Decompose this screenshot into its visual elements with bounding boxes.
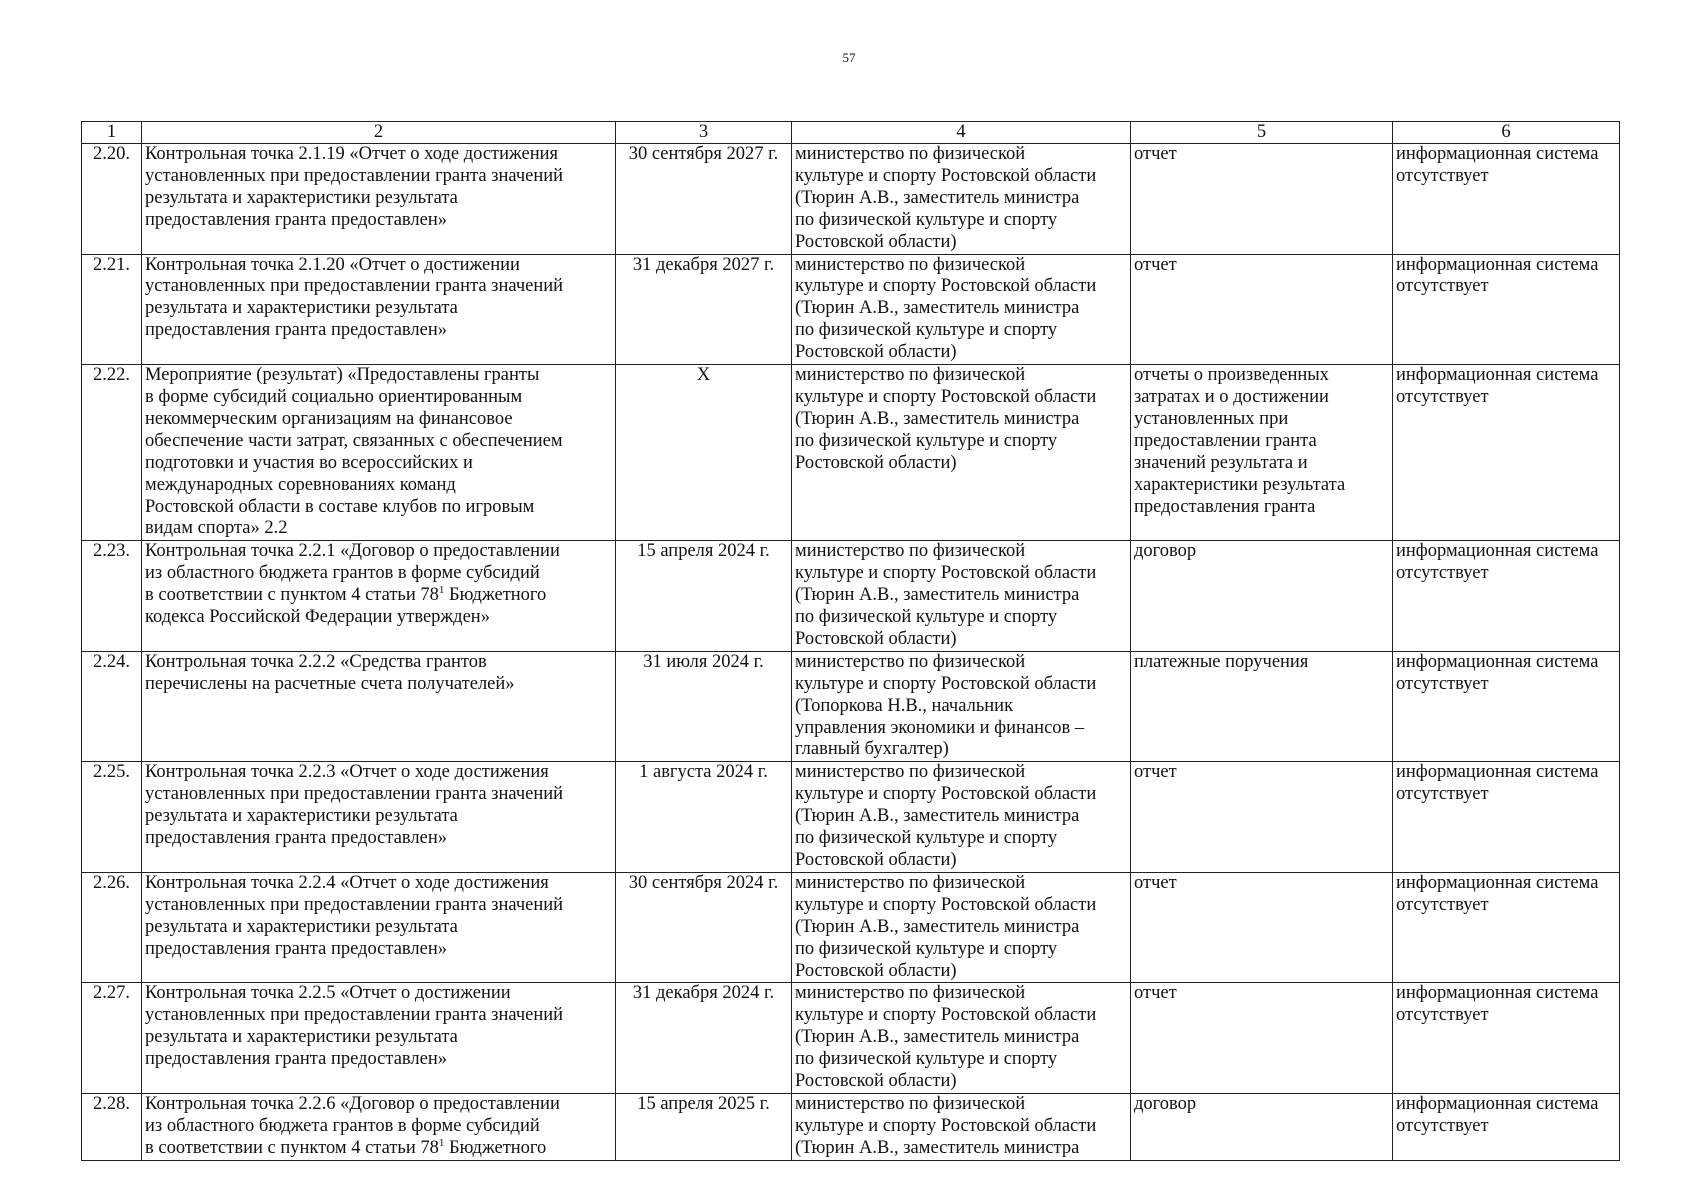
document-type-line: отчеты о произведенных <box>1134 365 1329 386</box>
column-header-5: 5 <box>1131 122 1393 144</box>
responsible-executor-line: министерство по физической <box>795 872 1026 893</box>
information-system-line: отсутствует <box>1396 1115 1489 1136</box>
information-system <box>1393 983 1620 1094</box>
due-date: 30 сентября 2024 г. <box>616 872 792 983</box>
responsible-executor-line: Ростовской области) <box>795 850 957 870</box>
due-date: 15 апреля 2024 г. <box>616 541 792 652</box>
header-row <box>82 122 1620 144</box>
event-description-line: предоставления гранта предоставлен» <box>145 828 447 849</box>
event-description <box>142 762 616 873</box>
responsible-executor-line: Ростовской области) <box>795 628 957 649</box>
table-row <box>82 365 1620 541</box>
event-description-line: из областного бюджета грантов в форме субсидий <box>145 1115 540 1136</box>
information-system <box>1393 254 1620 365</box>
information-system-line: информационная система <box>1396 541 1599 562</box>
document-type-line: платежные поручения <box>1134 651 1309 672</box>
information-system-line: отсутствует <box>1396 673 1489 694</box>
responsible-executor-line: культуре и спорту Ростовской области <box>795 1005 1097 1026</box>
event-description-line: перечислены на расчетные счета получателей» <box>145 673 515 694</box>
responsible-executor-line: (Тюрин А.В., заместитель министра <box>795 806 1080 827</box>
responsible-executor-line: по физической культуре и спорту <box>795 209 1058 230</box>
responsible-executor-line: культуре и спорту Ростовской области <box>795 276 1097 297</box>
responsible-executor <box>792 872 1131 983</box>
responsible-executor-line: культуре и спорту Ростовской области <box>795 1115 1097 1136</box>
event-description-line: в форме субсидий социально ориентированным <box>145 386 523 407</box>
event-description <box>142 541 616 652</box>
responsible-executor-line: культуре и спорту Ростовской области <box>795 784 1097 805</box>
information-system <box>1393 651 1620 762</box>
due-date: 31 декабря 2024 г. <box>616 983 792 1094</box>
event-description-line: результата и характеристики результата <box>145 916 458 937</box>
event-description-line: установленных при предоставлении гранта значений <box>145 784 564 805</box>
column-header-1: 1 <box>82 122 142 144</box>
table-body <box>82 144 1620 1161</box>
document-type <box>1131 254 1393 365</box>
column-header-2: 2 <box>142 122 616 144</box>
document-type <box>1131 872 1393 983</box>
row-number: 2.25. <box>82 762 142 873</box>
row-number: 2.22. <box>82 365 142 541</box>
information-system <box>1393 365 1620 541</box>
information-system <box>1393 1093 1620 1160</box>
document-type-line: отчет <box>1134 144 1177 164</box>
document-type <box>1131 1093 1393 1160</box>
document-type-line: установленных при <box>1134 408 1289 429</box>
event-description <box>142 983 616 1094</box>
responsible-executor-line: культуре и спорту Ростовской области <box>795 563 1097 584</box>
table-row <box>82 762 1620 873</box>
row-number: 2.20. <box>82 144 142 255</box>
due-date: 30 сентября 2027 г. <box>616 144 792 255</box>
responsible-executor-line: культуре и спорту Ростовской области <box>795 165 1097 186</box>
responsible-executor-line: министерство по физической <box>795 1093 1026 1114</box>
superscript-one: 1 <box>438 584 445 597</box>
event-description-line: кодекса Российской Федерации утвержден» <box>145 607 490 628</box>
responsible-executor-line: (Тюрин А.В., заместитель министра <box>795 916 1080 937</box>
responsible-executor-line: культуре и спорту Ростовской области <box>795 894 1097 915</box>
due-date: 15 апреля 2025 г. <box>616 1093 792 1160</box>
responsible-executor <box>792 983 1131 1094</box>
event-description <box>142 254 616 365</box>
event-description-line: Контрольная точка 2.2.6 «Договор о предоставлении <box>145 1093 560 1114</box>
responsible-executor-line: министерство по физической <box>795 541 1026 562</box>
column-header-6: 6 <box>1393 122 1620 144</box>
due-date: 31 декабря 2027 г. <box>616 254 792 365</box>
column-header-3: 3 <box>616 122 792 144</box>
due-date: 31 июля 2024 г. <box>616 651 792 762</box>
information-system-line: информационная система <box>1396 144 1599 164</box>
event-description-line: предоставления гранта предоставлен» <box>145 320 447 341</box>
responsible-executor-line: (Топоркова Н.В., начальник <box>795 695 1014 716</box>
event-description-line: некоммерческим организациям на финансовое <box>145 408 513 429</box>
responsible-executor-line: по физической культуре и спорту <box>795 430 1058 451</box>
event-description-line: результата и характеристики результата <box>145 806 458 827</box>
event-description <box>142 144 616 255</box>
table-row <box>82 651 1620 762</box>
row-number: 2.27. <box>82 983 142 1094</box>
responsible-executor <box>792 541 1131 652</box>
document-type-line: затратах и о достижении <box>1134 386 1329 407</box>
responsible-executor-line: министерство по физической <box>795 365 1026 386</box>
event-description-line: Контрольная точка 2.2.5 «Отчет о достижении <box>145 983 511 1004</box>
row-number: 2.24. <box>82 651 142 762</box>
table-row <box>82 144 1620 255</box>
table-row <box>82 983 1620 1094</box>
responsible-executor-line: Ростовской области) <box>795 342 957 363</box>
responsible-executor <box>792 365 1131 541</box>
event-description-line: международных соревнованиях команд <box>145 474 456 495</box>
plan-table <box>81 121 1620 1161</box>
responsible-executor <box>792 651 1131 762</box>
event-description-line: видам спорта» 2.2 <box>145 518 288 539</box>
document-type <box>1131 983 1393 1094</box>
event-description-line: Контрольная точка 2.1.20 «Отчет о достижении <box>145 254 520 275</box>
document-type-line: договор <box>1134 1093 1197 1114</box>
event-description-line: результата и характеристики результата <box>145 1027 458 1048</box>
information-system-line: информационная система <box>1396 1093 1599 1114</box>
table-row <box>82 254 1620 365</box>
responsible-executor-line: управления экономики и финансов – <box>795 717 1085 738</box>
table-row <box>82 541 1620 652</box>
event-description <box>142 1093 616 1160</box>
responsible-executor <box>792 1093 1131 1160</box>
responsible-executor-line: по физической культуре и спорту <box>795 607 1058 628</box>
document-type-line: отчет <box>1134 872 1177 893</box>
responsible-executor-line: министерство по физической <box>795 983 1026 1004</box>
document-type-line: договор <box>1134 541 1197 562</box>
event-description-line: подготовки и участия во всероссийских и <box>145 452 473 473</box>
due-date: 1 августа 2024 г. <box>616 762 792 873</box>
event-description-line: Контрольная точка 2.2.4 «Отчет о ходе достижения <box>145 872 549 893</box>
responsible-executor-line: министерство по физической <box>795 254 1026 275</box>
event-description-line: Контрольная точка 2.2.2 «Средства грантов <box>145 651 487 672</box>
due-date: Х <box>616 365 792 541</box>
event-description-line: Мероприятие (результат) «Предоставлены гранты <box>145 365 540 386</box>
table-row <box>82 872 1620 983</box>
document-type <box>1131 144 1393 255</box>
event-description-line: предоставления гранта предоставлен» <box>145 209 447 230</box>
table-header <box>82 122 1620 144</box>
information-system-line: отсутствует <box>1396 563 1489 584</box>
responsible-executor <box>792 762 1131 873</box>
responsible-executor-line: министерство по физической <box>795 762 1026 783</box>
responsible-executor-line: по физической культуре и спорту <box>795 828 1058 849</box>
responsible-executor-line: по физической культуре и спорту <box>795 320 1058 341</box>
information-system-line: отсутствует <box>1396 165 1489 186</box>
responsible-executor-line: (Тюрин А.В., заместитель министра <box>795 187 1080 208</box>
information-system <box>1393 144 1620 255</box>
responsible-executor <box>792 254 1131 365</box>
event-description-line: Контрольная точка 2.2.1 «Договор о предоставлении <box>145 541 560 562</box>
superscript-one: 1 <box>438 1136 445 1149</box>
event-description <box>142 365 616 541</box>
row-number: 2.23. <box>82 541 142 652</box>
information-system <box>1393 762 1620 873</box>
document-type <box>1131 762 1393 873</box>
row-number: 2.28. <box>82 1093 142 1160</box>
document-type <box>1131 541 1393 652</box>
information-system-line: отсутствует <box>1396 276 1489 297</box>
responsible-executor-line: (Тюрин А.В., заместитель министра <box>795 1027 1080 1048</box>
page-number: 57 <box>842 50 856 65</box>
event-description-line: установленных при предоставлении гранта значений <box>145 276 564 297</box>
information-system <box>1393 541 1620 652</box>
event-description-line: Контрольная точка 2.1.19 «Отчет о ходе достижения <box>145 144 559 164</box>
event-description-line: Ростовской области в составе клубов по игровым <box>145 496 535 517</box>
event-description <box>142 872 616 983</box>
event-description-line: в соответствии с пунктом 4 статьи $78^1$ Бюджетного <box>145 1136 547 1158</box>
event-description-line: установленных при предоставлении гранта значений <box>145 1005 564 1026</box>
responsible-executor-line: главный бухгалтер) <box>795 739 949 760</box>
responsible-executor-line: министерство по физической <box>795 144 1026 164</box>
document-type <box>1131 365 1393 541</box>
responsible-executor-line: (Тюрин А.В., заместитель министра <box>795 585 1080 606</box>
document-type <box>1131 651 1393 762</box>
responsible-executor-line: (Тюрин А.В., заместитель министра <box>795 1137 1080 1158</box>
responsible-executor-line: Ростовской области) <box>795 1071 957 1092</box>
row-number: 2.26. <box>82 872 142 983</box>
information-system-line: отсутствует <box>1396 784 1489 805</box>
document-type-line: предоставления гранта <box>1134 496 1316 517</box>
event-description-line: предоставления гранта предоставлен» <box>145 1049 447 1070</box>
event-description-line: установленных при предоставлении гранта значений <box>145 894 564 915</box>
event-description-line: из областного бюджета грантов в форме субсидий <box>145 563 540 584</box>
information-system-line: отсутствует <box>1396 386 1489 407</box>
responsible-executor-line: культуре и спорту Ростовской области <box>795 386 1097 407</box>
column-header-4: 4 <box>792 122 1131 144</box>
document-type-line: отчет <box>1134 762 1177 783</box>
event-description-line: предоставления гранта предоставлен» <box>145 938 447 959</box>
event-description-line: в соответствии с пунктом 4 статьи $78^1$ Бюджетного <box>145 584 547 606</box>
responsible-executor-line: Ростовской области) <box>795 960 957 981</box>
responsible-executor-line: по физической культуре и спорту <box>795 938 1058 959</box>
information-system-line: отсутствует <box>1396 1005 1489 1026</box>
information-system-line: информационная система <box>1396 254 1599 275</box>
information-system <box>1393 872 1620 983</box>
event-description-line: результата и характеристики результата <box>145 187 458 208</box>
information-system-line: информационная система <box>1396 762 1599 783</box>
document-type-line: характеристики результата <box>1134 474 1346 495</box>
information-system-line: информационная система <box>1396 983 1599 1004</box>
responsible-executor-line: (Тюрин А.В., заместитель министра <box>795 408 1080 429</box>
document-type-line: предоставлении гранта <box>1134 430 1317 451</box>
event-description-line: установленных при предоставлении гранта значений <box>145 165 564 186</box>
responsible-executor-line: культуре и спорту Ростовской области <box>795 673 1097 694</box>
document-type-line: значений результата и <box>1134 452 1308 473</box>
information-system-line: отсутствует <box>1396 894 1489 915</box>
document-type-line: отчет <box>1134 983 1177 1004</box>
event-description-line: Контрольная точка 2.2.3 «Отчет о ходе достижения <box>145 762 549 783</box>
responsible-executor-line: по физической культуре и спорту <box>795 1049 1058 1070</box>
table-row <box>82 1093 1620 1160</box>
event-description-line: результата и характеристики результата <box>145 298 458 319</box>
information-system-line: информационная система <box>1396 365 1599 386</box>
event-description <box>142 651 616 762</box>
event-description-line: обеспечение части затрат, связанных с обеспечением <box>145 430 563 451</box>
document-type-line: отчет <box>1134 254 1177 275</box>
row-number: 2.21. <box>82 254 142 365</box>
responsible-executor <box>792 144 1131 255</box>
responsible-executor-line: Ростовской области) <box>795 452 957 473</box>
information-system-line: информационная система <box>1396 651 1599 672</box>
information-system-line: информационная система <box>1396 872 1599 893</box>
responsible-executor-line: министерство по физической <box>795 651 1026 672</box>
responsible-executor-line: (Тюрин А.В., заместитель министра <box>795 298 1080 319</box>
responsible-executor-line: Ростовской области) <box>795 231 957 252</box>
